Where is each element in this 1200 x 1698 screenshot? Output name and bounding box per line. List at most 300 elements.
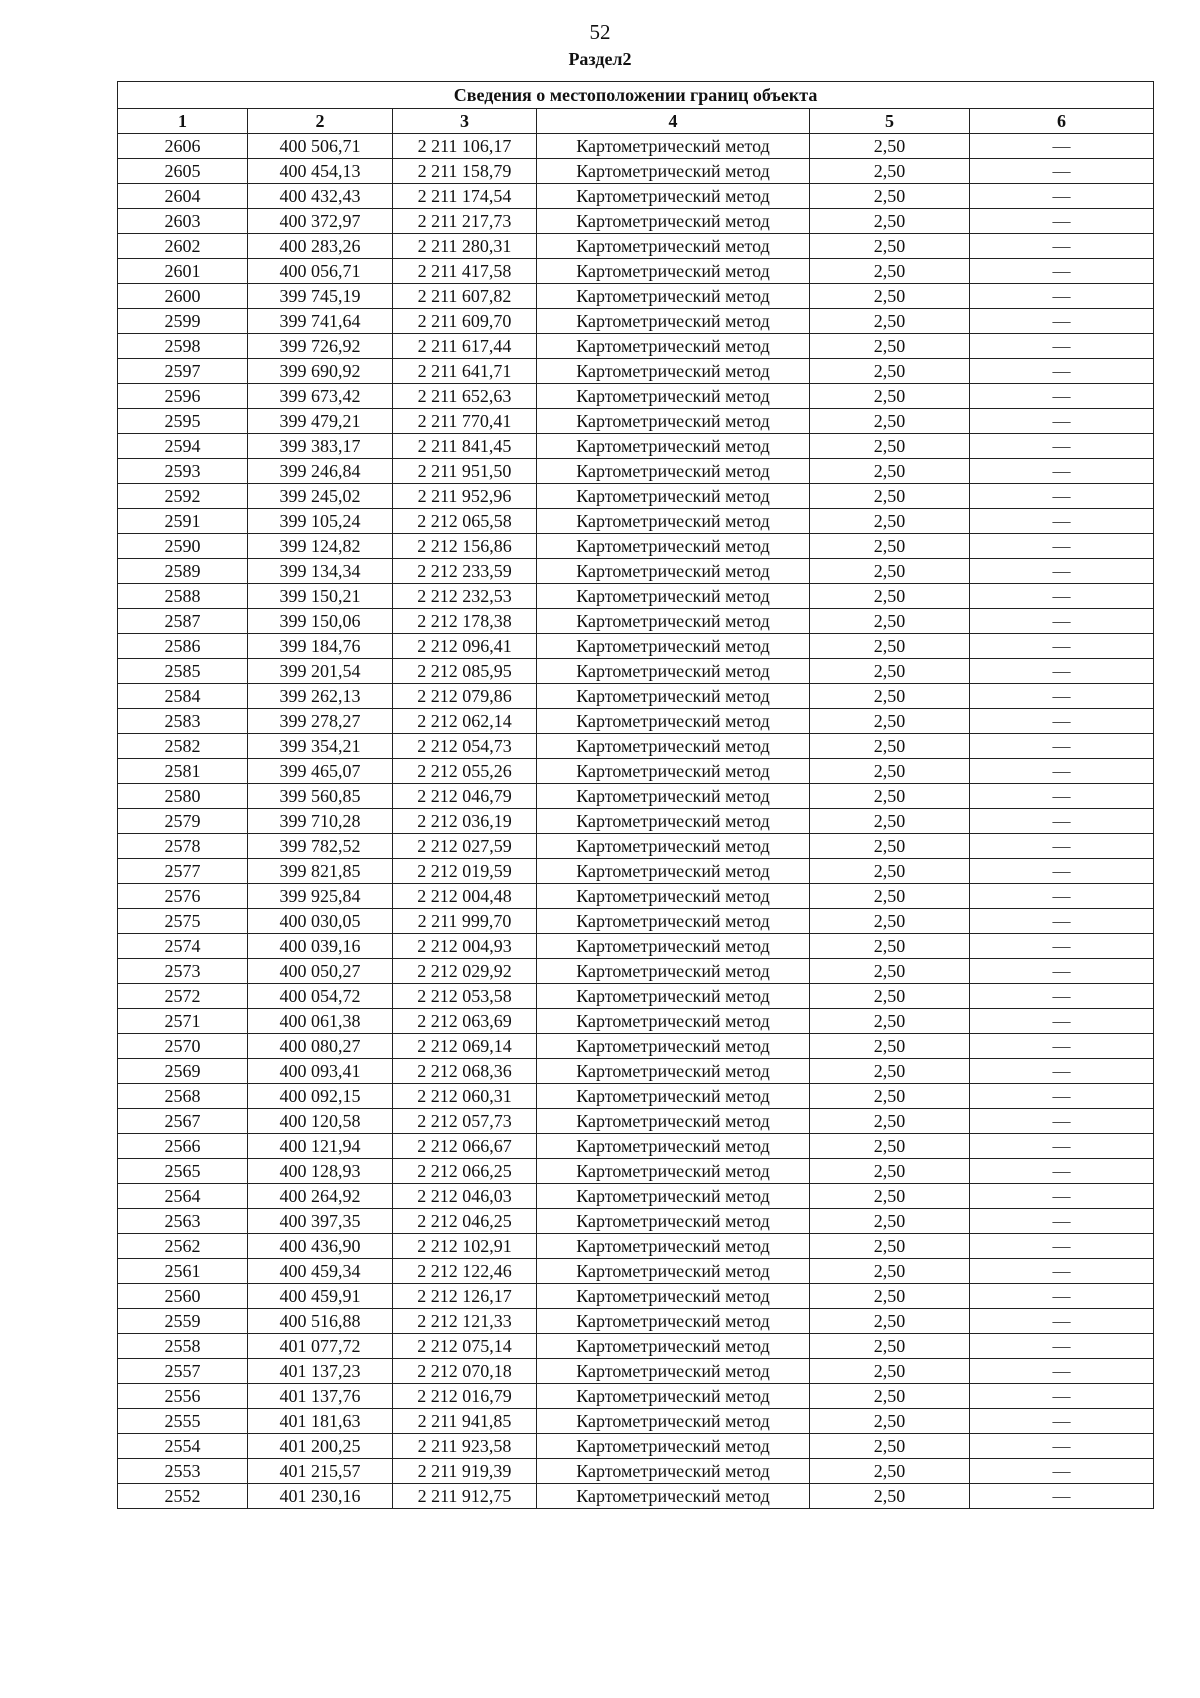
table-row — [118, 1059, 1154, 1084]
point-number-cell: 2559 — [118, 1309, 248, 1334]
description-cell: — — [970, 1459, 1154, 1484]
accuracy-cell: 2,50 — [810, 1234, 970, 1259]
y-coordinate-cell: 2 211 912,75 — [393, 1484, 537, 1509]
accuracy-cell: 2,50 — [810, 534, 970, 559]
point-number-cell: 2569 — [118, 1059, 248, 1084]
table-caption-row — [118, 82, 1154, 109]
point-number-cell: 2606 — [118, 134, 248, 159]
method-cell: Картометрический метод — [537, 659, 810, 684]
y-coordinate-cell: 2 212 066,25 — [393, 1159, 537, 1184]
table-row — [118, 409, 1154, 434]
method-cell: Картометрический метод — [537, 184, 810, 209]
x-coordinate-cell: 400 459,34 — [248, 1259, 393, 1284]
point-number-cell: 2568 — [118, 1084, 248, 1109]
description-cell: — — [970, 1384, 1154, 1409]
method-cell: Картометрический метод — [537, 884, 810, 909]
description-cell: — — [970, 1359, 1154, 1384]
point-number-cell: 2584 — [118, 684, 248, 709]
method-cell: Картометрический метод — [537, 384, 810, 409]
description-cell: — — [970, 634, 1154, 659]
x-coordinate-cell: 399 673,42 — [248, 384, 393, 409]
x-coordinate-cell: 399 184,76 — [248, 634, 393, 659]
accuracy-cell: 2,50 — [810, 509, 970, 534]
table-row — [118, 334, 1154, 359]
y-coordinate-cell: 2 212 102,91 — [393, 1234, 537, 1259]
description-cell: — — [970, 934, 1154, 959]
description-cell: — — [970, 434, 1154, 459]
description-cell: — — [970, 584, 1154, 609]
accuracy-cell: 2,50 — [810, 159, 970, 184]
description-cell: — — [970, 159, 1154, 184]
description-cell: — — [970, 859, 1154, 884]
x-coordinate-cell: 399 560,85 — [248, 784, 393, 809]
x-coordinate-cell: 400 264,92 — [248, 1184, 393, 1209]
x-coordinate-cell: 399 124,82 — [248, 534, 393, 559]
accuracy-cell: 2,50 — [810, 609, 970, 634]
y-coordinate-cell: 2 212 019,59 — [393, 859, 537, 884]
method-cell: Картометрический метод — [537, 1359, 810, 1384]
table-row — [118, 459, 1154, 484]
accuracy-cell: 2,50 — [810, 1484, 970, 1509]
y-coordinate-cell: 2 211 999,70 — [393, 909, 537, 934]
x-coordinate-cell: 401 200,25 — [248, 1434, 393, 1459]
y-coordinate-cell: 2 212 068,36 — [393, 1059, 537, 1084]
y-coordinate-cell: 2 212 178,38 — [393, 609, 537, 634]
method-cell: Картометрический метод — [537, 434, 810, 459]
y-coordinate-cell: 2 212 004,48 — [393, 884, 537, 909]
accuracy-cell: 2,50 — [810, 1084, 970, 1109]
x-coordinate-cell: 399 278,27 — [248, 709, 393, 734]
table-row — [118, 984, 1154, 1009]
x-coordinate-cell: 400 436,90 — [248, 1234, 393, 1259]
point-number-cell: 2585 — [118, 659, 248, 684]
point-number-cell: 2600 — [118, 284, 248, 309]
x-coordinate-cell: 399 710,28 — [248, 809, 393, 834]
point-number-cell: 2589 — [118, 559, 248, 584]
point-number-cell: 2567 — [118, 1109, 248, 1134]
description-cell: — — [970, 784, 1154, 809]
y-coordinate-cell: 2 211 607,82 — [393, 284, 537, 309]
point-number-cell: 2588 — [118, 584, 248, 609]
method-cell: Картометрический метод — [537, 1184, 810, 1209]
x-coordinate-cell: 400 459,91 — [248, 1284, 393, 1309]
method-cell: Картометрический метод — [537, 784, 810, 809]
column-header-1: 1 — [118, 109, 248, 134]
y-coordinate-cell: 2 212 062,14 — [393, 709, 537, 734]
column-header-4: 4 — [537, 109, 810, 134]
table-row — [118, 1409, 1154, 1434]
table-row — [118, 959, 1154, 984]
x-coordinate-cell: 400 516,88 — [248, 1309, 393, 1334]
table-row — [118, 909, 1154, 934]
x-coordinate-cell: 401 215,57 — [248, 1459, 393, 1484]
point-number-cell: 2597 — [118, 359, 248, 384]
x-coordinate-cell: 399 465,07 — [248, 759, 393, 784]
accuracy-cell: 2,50 — [810, 1209, 970, 1234]
x-coordinate-cell: 400 454,13 — [248, 159, 393, 184]
y-coordinate-cell: 2 212 096,41 — [393, 634, 537, 659]
description-cell: — — [970, 259, 1154, 284]
table-header-row — [118, 109, 1154, 134]
accuracy-cell: 2,50 — [810, 409, 970, 434]
point-number-cell: 2566 — [118, 1134, 248, 1159]
table-caption: Сведения о местоположении границ объекта — [118, 82, 1154, 109]
x-coordinate-cell: 399 925,84 — [248, 884, 393, 909]
y-coordinate-cell: 2 211 280,31 — [393, 234, 537, 259]
y-coordinate-cell: 2 211 417,58 — [393, 259, 537, 284]
x-coordinate-cell: 400 054,72 — [248, 984, 393, 1009]
table-row — [118, 134, 1154, 159]
method-cell: Картометрический метод — [537, 409, 810, 434]
description-cell: — — [970, 359, 1154, 384]
y-coordinate-cell: 2 212 053,58 — [393, 984, 537, 1009]
point-number-cell: 2553 — [118, 1459, 248, 1484]
accuracy-cell: 2,50 — [810, 234, 970, 259]
description-cell: — — [970, 209, 1154, 234]
point-number-cell: 2580 — [118, 784, 248, 809]
point-number-cell: 2572 — [118, 984, 248, 1009]
y-coordinate-cell: 2 212 055,26 — [393, 759, 537, 784]
accuracy-cell: 2,50 — [810, 259, 970, 284]
x-coordinate-cell: 400 397,35 — [248, 1209, 393, 1234]
description-cell: — — [970, 509, 1154, 534]
table-row — [118, 234, 1154, 259]
point-number-cell: 2602 — [118, 234, 248, 259]
description-cell: — — [970, 184, 1154, 209]
accuracy-cell: 2,50 — [810, 484, 970, 509]
point-number-cell: 2570 — [118, 1034, 248, 1059]
method-cell: Картометрический метод — [537, 709, 810, 734]
x-coordinate-cell: 399 479,21 — [248, 409, 393, 434]
method-cell: Картометрический метод — [537, 634, 810, 659]
point-number-cell: 2556 — [118, 1384, 248, 1409]
accuracy-cell: 2,50 — [810, 759, 970, 784]
x-coordinate-cell: 400 372,97 — [248, 209, 393, 234]
description-cell: — — [970, 1034, 1154, 1059]
method-cell: Картометрический метод — [537, 1234, 810, 1259]
table-row — [118, 1284, 1154, 1309]
point-number-cell: 2603 — [118, 209, 248, 234]
accuracy-cell: 2,50 — [810, 984, 970, 1009]
method-cell: Картометрический метод — [537, 834, 810, 859]
description-cell: — — [970, 1309, 1154, 1334]
table-row — [118, 534, 1154, 559]
method-cell: Картометрический метод — [537, 1134, 810, 1159]
table-row — [118, 609, 1154, 634]
description-cell: — — [970, 734, 1154, 759]
x-coordinate-cell: 401 230,16 — [248, 1484, 393, 1509]
accuracy-cell: 2,50 — [810, 859, 970, 884]
table-row — [118, 659, 1154, 684]
accuracy-cell: 2,50 — [810, 1334, 970, 1359]
point-number-cell: 2571 — [118, 1009, 248, 1034]
accuracy-cell: 2,50 — [810, 934, 970, 959]
method-cell: Картометрический метод — [537, 609, 810, 634]
table-row — [118, 309, 1154, 334]
y-coordinate-cell: 2 211 770,41 — [393, 409, 537, 434]
x-coordinate-cell: 399 745,19 — [248, 284, 393, 309]
description-cell: — — [970, 1484, 1154, 1509]
y-coordinate-cell: 2 212 036,19 — [393, 809, 537, 834]
point-number-cell: 2598 — [118, 334, 248, 359]
point-number-cell: 2591 — [118, 509, 248, 534]
method-cell: Картометрический метод — [537, 1484, 810, 1509]
method-cell: Картометрический метод — [537, 809, 810, 834]
x-coordinate-cell: 400 432,43 — [248, 184, 393, 209]
point-number-cell: 2592 — [118, 484, 248, 509]
description-cell: — — [970, 659, 1154, 684]
accuracy-cell: 2,50 — [810, 959, 970, 984]
point-number-cell: 2583 — [118, 709, 248, 734]
y-coordinate-cell: 2 212 046,03 — [393, 1184, 537, 1209]
table-row — [118, 1184, 1154, 1209]
point-number-cell: 2555 — [118, 1409, 248, 1434]
table-row — [118, 259, 1154, 284]
accuracy-cell: 2,50 — [810, 1359, 970, 1384]
table-row — [118, 1009, 1154, 1034]
table-row — [118, 1459, 1154, 1484]
method-cell: Картометрический метод — [537, 459, 810, 484]
description-cell: — — [970, 1059, 1154, 1084]
description-cell: — — [970, 134, 1154, 159]
x-coordinate-cell: 400 092,15 — [248, 1084, 393, 1109]
method-cell: Картометрический метод — [537, 1034, 810, 1059]
x-coordinate-cell: 399 150,06 — [248, 609, 393, 634]
description-cell: — — [970, 284, 1154, 309]
accuracy-cell: 2,50 — [810, 1409, 970, 1434]
description-cell: — — [970, 334, 1154, 359]
description-cell: — — [970, 1334, 1154, 1359]
x-coordinate-cell: 400 056,71 — [248, 259, 393, 284]
method-cell: Картометрический метод — [537, 584, 810, 609]
method-cell: Картометрический метод — [537, 484, 810, 509]
description-cell: — — [970, 234, 1154, 259]
boundary-table — [117, 81, 1154, 1509]
accuracy-cell: 2,50 — [810, 1459, 970, 1484]
accuracy-cell: 2,50 — [810, 1184, 970, 1209]
method-cell: Картометрический метод — [537, 1284, 810, 1309]
point-number-cell: 2577 — [118, 859, 248, 884]
x-coordinate-cell: 399 726,92 — [248, 334, 393, 359]
x-coordinate-cell: 400 080,27 — [248, 1034, 393, 1059]
accuracy-cell: 2,50 — [810, 809, 970, 834]
table-row — [118, 1259, 1154, 1284]
x-coordinate-cell: 399 246,84 — [248, 459, 393, 484]
point-number-cell: 2578 — [118, 834, 248, 859]
table-row — [118, 934, 1154, 959]
point-number-cell: 2574 — [118, 934, 248, 959]
x-coordinate-cell: 399 741,64 — [248, 309, 393, 334]
description-cell: — — [970, 534, 1154, 559]
point-number-cell: 2596 — [118, 384, 248, 409]
description-cell: — — [970, 1284, 1154, 1309]
table-row — [118, 509, 1154, 534]
table-row — [118, 1034, 1154, 1059]
point-number-cell: 2558 — [118, 1334, 248, 1359]
y-coordinate-cell: 2 212 063,69 — [393, 1009, 537, 1034]
x-coordinate-cell: 401 077,72 — [248, 1334, 393, 1359]
table-row — [118, 184, 1154, 209]
y-coordinate-cell: 2 211 174,54 — [393, 184, 537, 209]
description-cell: — — [970, 709, 1154, 734]
y-coordinate-cell: 2 211 919,39 — [393, 1459, 537, 1484]
method-cell: Картометрический метод — [537, 209, 810, 234]
method-cell: Картометрический метод — [537, 1309, 810, 1334]
point-number-cell: 2562 — [118, 1234, 248, 1259]
table-row — [118, 709, 1154, 734]
description-cell: — — [970, 1134, 1154, 1159]
method-cell: Картометрический метод — [537, 259, 810, 284]
x-coordinate-cell: 401 137,23 — [248, 1359, 393, 1384]
y-coordinate-cell: 2 211 617,44 — [393, 334, 537, 359]
description-cell: — — [970, 559, 1154, 584]
method-cell: Картометрический метод — [537, 309, 810, 334]
table-row — [118, 484, 1154, 509]
accuracy-cell: 2,50 — [810, 309, 970, 334]
accuracy-cell: 2,50 — [810, 784, 970, 809]
accuracy-cell: 2,50 — [810, 709, 970, 734]
description-cell: — — [970, 459, 1154, 484]
x-coordinate-cell: 400 093,41 — [248, 1059, 393, 1084]
y-coordinate-cell: 2 212 057,73 — [393, 1109, 537, 1134]
accuracy-cell: 2,50 — [810, 359, 970, 384]
table-row — [118, 684, 1154, 709]
accuracy-cell: 2,50 — [810, 384, 970, 409]
y-coordinate-cell: 2 212 156,86 — [393, 534, 537, 559]
description-cell: — — [970, 909, 1154, 934]
method-cell: Картометрический метод — [537, 1434, 810, 1459]
table-row — [118, 1484, 1154, 1509]
method-cell: Картометрический метод — [537, 334, 810, 359]
point-number-cell: 2576 — [118, 884, 248, 909]
y-coordinate-cell: 2 211 923,58 — [393, 1434, 537, 1459]
accuracy-cell: 2,50 — [810, 1109, 970, 1134]
y-coordinate-cell: 2 212 121,33 — [393, 1309, 537, 1334]
x-coordinate-cell: 400 128,93 — [248, 1159, 393, 1184]
y-coordinate-cell: 2 211 609,70 — [393, 309, 537, 334]
description-cell: — — [970, 884, 1154, 909]
accuracy-cell: 2,50 — [810, 559, 970, 584]
method-cell: Картометрический метод — [537, 1409, 810, 1434]
x-coordinate-cell: 400 050,27 — [248, 959, 393, 984]
description-cell: — — [970, 809, 1154, 834]
accuracy-cell: 2,50 — [810, 634, 970, 659]
point-number-cell: 2560 — [118, 1284, 248, 1309]
y-coordinate-cell: 2 212 079,86 — [393, 684, 537, 709]
description-cell: — — [970, 959, 1154, 984]
point-number-cell: 2599 — [118, 309, 248, 334]
point-number-cell: 2593 — [118, 459, 248, 484]
x-coordinate-cell: 400 120,58 — [248, 1109, 393, 1134]
accuracy-cell: 2,50 — [810, 1009, 970, 1034]
x-coordinate-cell: 399 690,92 — [248, 359, 393, 384]
table-row — [118, 1159, 1154, 1184]
y-coordinate-cell: 2 212 085,95 — [393, 659, 537, 684]
description-cell: — — [970, 1434, 1154, 1459]
table-row — [118, 634, 1154, 659]
description-cell: — — [970, 1184, 1154, 1209]
point-number-cell: 2554 — [118, 1434, 248, 1459]
x-coordinate-cell: 400 030,05 — [248, 909, 393, 934]
y-coordinate-cell: 2 212 046,25 — [393, 1209, 537, 1234]
column-header-3: 3 — [393, 109, 537, 134]
point-number-cell: 2573 — [118, 959, 248, 984]
accuracy-cell: 2,50 — [810, 584, 970, 609]
description-cell: — — [970, 1409, 1154, 1434]
description-cell: — — [970, 834, 1154, 859]
y-coordinate-cell: 2 212 126,17 — [393, 1284, 537, 1309]
table-row — [118, 359, 1154, 384]
x-coordinate-cell: 399 354,21 — [248, 734, 393, 759]
table-row — [118, 1334, 1154, 1359]
method-cell: Картометрический метод — [537, 509, 810, 534]
point-number-cell: 2561 — [118, 1259, 248, 1284]
table-row — [118, 1359, 1154, 1384]
accuracy-cell: 2,50 — [810, 1134, 970, 1159]
table-row — [118, 284, 1154, 309]
method-cell: Картометрический метод — [537, 1334, 810, 1359]
method-cell: Картометрический метод — [537, 734, 810, 759]
table-row — [118, 209, 1154, 234]
table-row — [118, 159, 1154, 184]
x-coordinate-cell: 399 262,13 — [248, 684, 393, 709]
table-row — [118, 1434, 1154, 1459]
table-row — [118, 384, 1154, 409]
y-coordinate-cell: 2 212 029,92 — [393, 959, 537, 984]
section-title: Раздел2 — [568, 49, 632, 69]
description-cell: — — [970, 609, 1154, 634]
point-number-cell: 2563 — [118, 1209, 248, 1234]
method-cell: Картометрический метод — [537, 284, 810, 309]
accuracy-cell: 2,50 — [810, 734, 970, 759]
method-cell: Картометрический метод — [537, 1209, 810, 1234]
x-coordinate-cell: 399 821,85 — [248, 859, 393, 884]
table-row — [118, 1234, 1154, 1259]
column-header-6: 6 — [970, 109, 1154, 134]
y-coordinate-cell: 2 211 951,50 — [393, 459, 537, 484]
y-coordinate-cell: 2 211 106,17 — [393, 134, 537, 159]
point-number-cell: 2565 — [118, 1159, 248, 1184]
accuracy-cell: 2,50 — [810, 284, 970, 309]
accuracy-cell: 2,50 — [810, 884, 970, 909]
point-number-cell: 2582 — [118, 734, 248, 759]
description-cell: — — [970, 1259, 1154, 1284]
x-coordinate-cell: 401 181,63 — [248, 1409, 393, 1434]
method-cell: Картометрический метод — [537, 759, 810, 784]
description-cell: — — [970, 484, 1154, 509]
y-coordinate-cell: 2 212 070,18 — [393, 1359, 537, 1384]
x-coordinate-cell: 400 061,38 — [248, 1009, 393, 1034]
point-number-cell: 2575 — [118, 909, 248, 934]
table-row — [118, 809, 1154, 834]
method-cell: Картометрический метод — [537, 1259, 810, 1284]
method-cell: Картометрический метод — [537, 534, 810, 559]
accuracy-cell: 2,50 — [810, 1284, 970, 1309]
point-number-cell: 2594 — [118, 434, 248, 459]
y-coordinate-cell: 2 212 233,59 — [393, 559, 537, 584]
x-coordinate-cell: 400 039,16 — [248, 934, 393, 959]
point-number-cell: 2605 — [118, 159, 248, 184]
y-coordinate-cell: 2 211 158,79 — [393, 159, 537, 184]
y-coordinate-cell: 2 212 065,58 — [393, 509, 537, 534]
x-coordinate-cell: 399 201,54 — [248, 659, 393, 684]
accuracy-cell: 2,50 — [810, 1434, 970, 1459]
description-cell: — — [970, 409, 1154, 434]
description-cell: — — [970, 1109, 1154, 1134]
description-cell: — — [970, 984, 1154, 1009]
accuracy-cell: 2,50 — [810, 909, 970, 934]
y-coordinate-cell: 2 211 841,45 — [393, 434, 537, 459]
